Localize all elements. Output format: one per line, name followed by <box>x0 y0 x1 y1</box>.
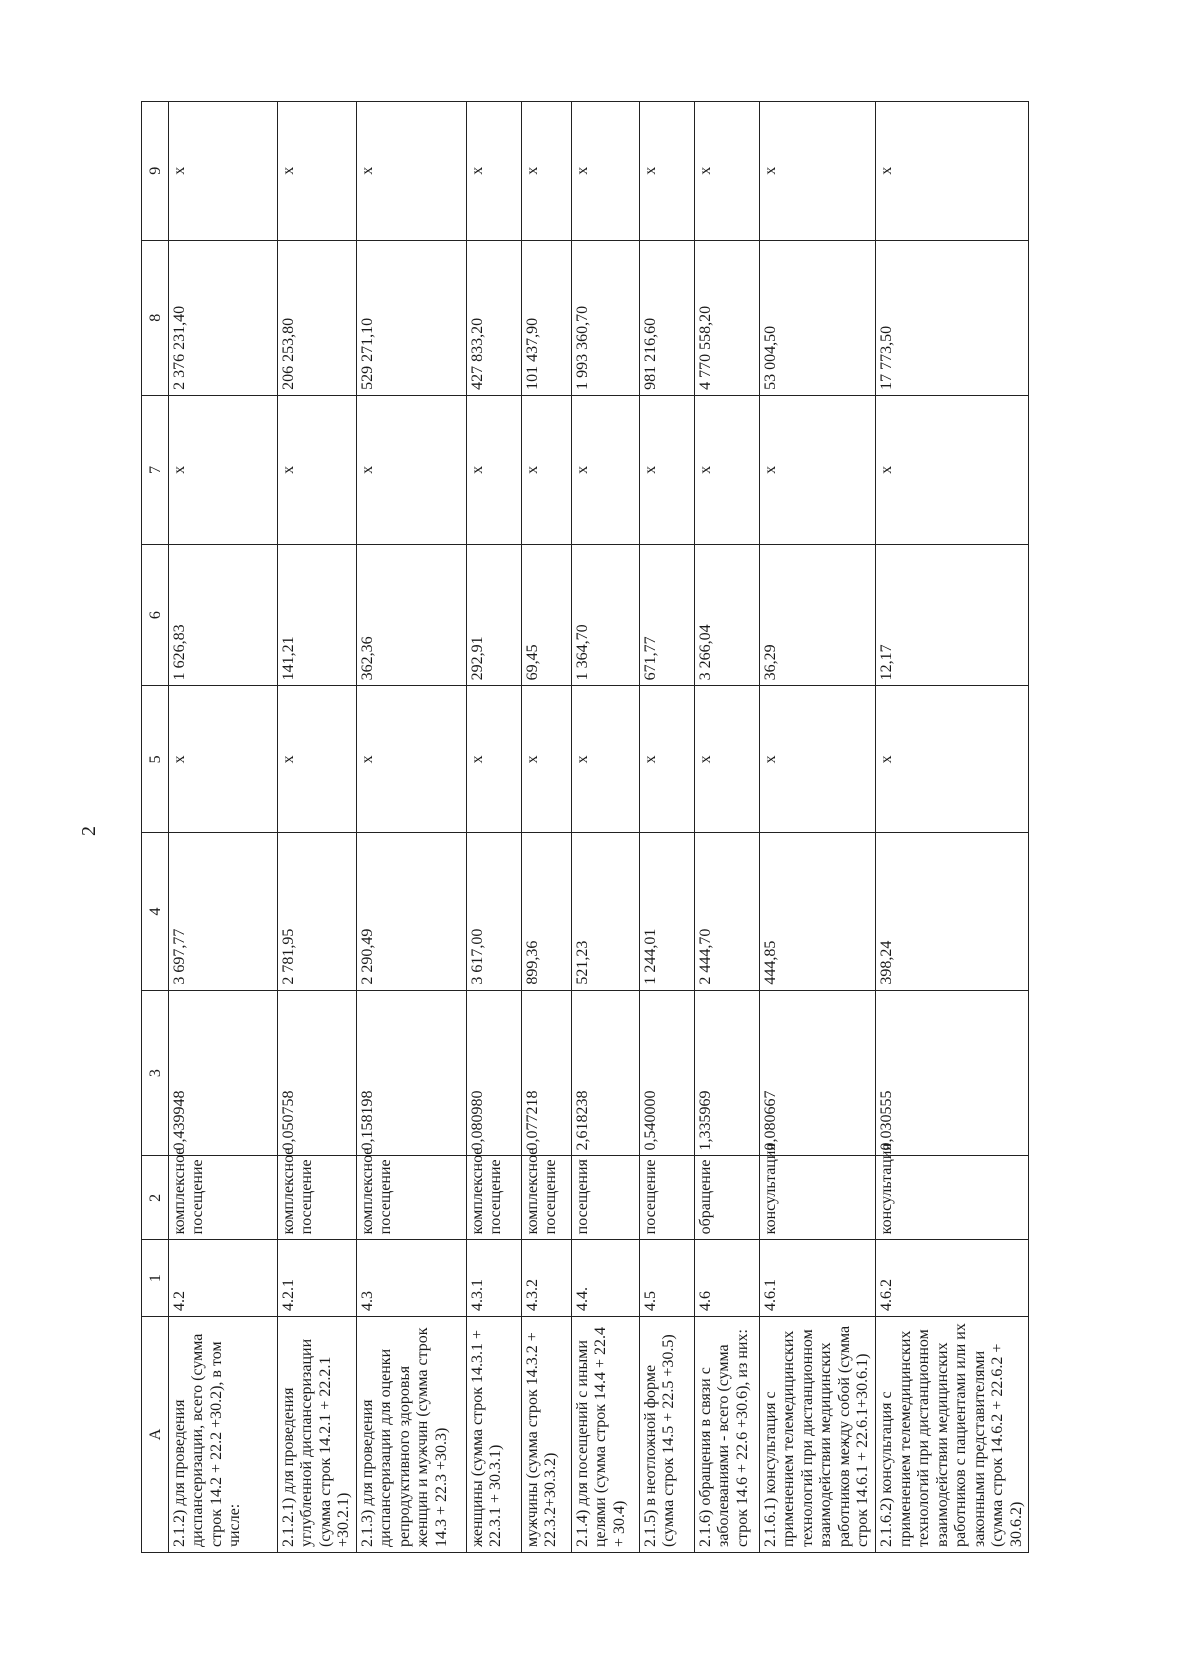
table-row <box>277 102 356 1553</box>
row-unit: обращение <box>694 1156 759 1240</box>
row-value-6: 671,77 <box>639 544 694 686</box>
row-unit: комплексное посещение <box>277 1156 356 1240</box>
column-header: 7 <box>142 395 169 544</box>
row-value-7: х <box>876 395 1029 544</box>
column-header: 2 <box>142 1156 169 1240</box>
row-value-4: 444,85 <box>759 833 875 990</box>
row-code: 4.6.2 <box>876 1240 1029 1317</box>
table-row <box>571 102 639 1553</box>
row-value-5: х <box>571 686 639 833</box>
row-value-4: 521,23 <box>571 833 639 990</box>
row-value-9: х <box>356 102 466 241</box>
table-row <box>356 102 466 1553</box>
column-header: 1 <box>142 1240 169 1317</box>
row-value-6: 1 364,70 <box>571 544 639 686</box>
row-description: 2.1.6.2) консультация с применением телемедицинских технологий при дистанционном взаимодействии медицинских работников с пациентами или их законными представителями (сумма строк 14.6.2 + 22.6.2 + 30.6.2) <box>876 1316 1029 1552</box>
row-value-5: х <box>639 686 694 833</box>
row-value-5: х <box>876 686 1029 833</box>
row-code: 4.2 <box>168 1240 277 1317</box>
row-description: 2.1.5) в неотложной форме (сумма строк 14.5 + 22.5 +30.5) <box>639 1316 694 1552</box>
column-header: 8 <box>142 240 169 395</box>
page-number: 2 <box>78 826 100 836</box>
row-value-7: х <box>759 395 875 544</box>
row-value-3: 0,158198 <box>356 990 466 1156</box>
row-value-7: х <box>466 395 521 544</box>
row-value-5: х <box>356 686 466 833</box>
row-value-9: х <box>277 102 356 241</box>
column-header: А <box>142 1316 169 1552</box>
row-code: 4.3.1 <box>466 1240 521 1317</box>
row-value-4: 3 697,77 <box>168 833 277 990</box>
row-value-9: х <box>876 102 1029 241</box>
row-value-8: 4 770 558,20 <box>694 240 759 395</box>
row-description: 2.1.2.1) для проведения углубленной диспансеризации (сумма строк 14.2.1 + 22.2.1 +30.2.1) <box>277 1316 356 1552</box>
row-value-8: 529 271,10 <box>356 240 466 395</box>
table-row <box>521 102 571 1553</box>
row-description: 2.1.4) для посещений с иными целями (сумма строк 14.4 + 22.4 + 30.4) <box>571 1316 639 1552</box>
table-row <box>639 102 694 1553</box>
row-code: 4.6 <box>694 1240 759 1317</box>
row-value-7: х <box>277 395 356 544</box>
table-row <box>466 102 521 1553</box>
row-value-9: х <box>521 102 571 241</box>
row-unit: комплексное посещение <box>168 1156 277 1240</box>
row-value-4: 3 617,00 <box>466 833 521 990</box>
row-unit: консультация <box>876 1156 1029 1240</box>
table-row <box>876 102 1029 1553</box>
row-value-7: х <box>694 395 759 544</box>
row-value-7: х <box>571 395 639 544</box>
row-value-9: х <box>694 102 759 241</box>
column-header: 3 <box>142 990 169 1156</box>
row-value-6: 141,21 <box>277 544 356 686</box>
row-value-8: 17 773,50 <box>876 240 1029 395</box>
row-value-6: 3 266,04 <box>694 544 759 686</box>
row-value-3: 2,618238 <box>571 990 639 1156</box>
row-value-5: х <box>694 686 759 833</box>
row-value-7: х <box>521 395 571 544</box>
row-code: 4.2.1 <box>277 1240 356 1317</box>
row-value-9: х <box>571 102 639 241</box>
row-value-8: 981 216,60 <box>639 240 694 395</box>
row-value-3: 0,080667 <box>759 990 875 1156</box>
row-value-5: х <box>521 686 571 833</box>
row-description: 2.1.2) для проведения диспансеризации, всего (сумма строк 14.2 + 22.2 +30.2), в том числе: <box>168 1316 277 1552</box>
row-value-4: 1 244,01 <box>639 833 694 990</box>
row-value-6: 36,29 <box>759 544 875 686</box>
row-description: мужчины (сумма строк 14.3.2 + 22.3.2+30.3.2) <box>521 1316 571 1552</box>
row-value-8: 101 437,90 <box>521 240 571 395</box>
row-value-4: 899,36 <box>521 833 571 990</box>
row-value-3: 0,540000 <box>639 990 694 1156</box>
table-body <box>168 102 1029 1553</box>
row-value-4: 2 290,49 <box>356 833 466 990</box>
row-value-9: х <box>639 102 694 241</box>
row-value-3: 0,080980 <box>466 990 521 1156</box>
row-value-9: х <box>466 102 521 241</box>
row-value-5: х <box>277 686 356 833</box>
row-unit: комплексное посещение <box>466 1156 521 1240</box>
row-value-7: х <box>639 395 694 544</box>
row-value-5: х <box>168 686 277 833</box>
row-value-7: х <box>168 395 277 544</box>
row-value-6: 1 626,83 <box>168 544 277 686</box>
header-row <box>142 102 169 1553</box>
table-row <box>168 102 277 1553</box>
row-description: 2.1.6.1) консультация с применением телемедицинских технологий при дистанционном взаимодействии медицинских работников между собой (сумма строк 14.6.1 + 22.6.1+30.6.1) <box>759 1316 875 1552</box>
row-value-9: х <box>759 102 875 241</box>
row-unit: комплексное посещение <box>521 1156 571 1240</box>
row-unit: консультация <box>759 1156 875 1240</box>
row-value-6: 292,91 <box>466 544 521 686</box>
row-unit: комплексное посещение <box>356 1156 466 1240</box>
row-value-6: 69,45 <box>521 544 571 686</box>
table-row <box>694 102 759 1553</box>
row-code: 4.3.2 <box>521 1240 571 1317</box>
column-header: 9 <box>142 102 169 241</box>
row-code: 4.6.1 <box>759 1240 875 1317</box>
row-description: женщины (сумма строк 14.3.1 + 22.3.1 + 30.3.1) <box>466 1316 521 1552</box>
row-value-4: 2 781,95 <box>277 833 356 990</box>
row-value-8: 1 993 360,70 <box>571 240 639 395</box>
row-value-4: 398,24 <box>876 833 1029 990</box>
row-value-3: 0,077218 <box>521 990 571 1156</box>
row-unit: посещения <box>571 1156 639 1240</box>
row-value-3: 0,030555 <box>876 990 1029 1156</box>
row-value-8: 206 253,80 <box>277 240 356 395</box>
row-value-9: х <box>168 102 277 241</box>
column-header: 5 <box>142 686 169 833</box>
row-value-8: 2 376 231,40 <box>168 240 277 395</box>
row-description: 2.1.3) для проведения диспансеризации для оценки репродуктивного здоровья женщин и мужчин (сумма строк 14.3 + 22.3 +30.3) <box>356 1316 466 1552</box>
row-description: 2.1.6) обращения в связи с заболеваниями - всего (сумма строк 14.6 + 22.6 +30.6), из них: <box>694 1316 759 1552</box>
row-value-3: 0,439948 <box>168 990 277 1156</box>
row-value-3: 0,050758 <box>277 990 356 1156</box>
column-header: 4 <box>142 833 169 990</box>
row-code: 4.3 <box>356 1240 466 1317</box>
table-row <box>759 102 875 1553</box>
column-header: 6 <box>142 544 169 686</box>
row-unit: посещение <box>639 1156 694 1240</box>
row-value-3: 1,335969 <box>694 990 759 1156</box>
row-value-5: х <box>466 686 521 833</box>
row-value-8: 53 004,50 <box>759 240 875 395</box>
row-code: 4.5 <box>639 1240 694 1317</box>
row-value-6: 362,36 <box>356 544 466 686</box>
row-value-6: 12,17 <box>876 544 1029 686</box>
financing-table <box>141 101 1029 1553</box>
row-code: 4.4. <box>571 1240 639 1317</box>
row-value-4: 2 444,70 <box>694 833 759 990</box>
row-value-5: х <box>759 686 875 833</box>
row-value-7: х <box>356 395 466 544</box>
row-value-8: 427 833,20 <box>466 240 521 395</box>
